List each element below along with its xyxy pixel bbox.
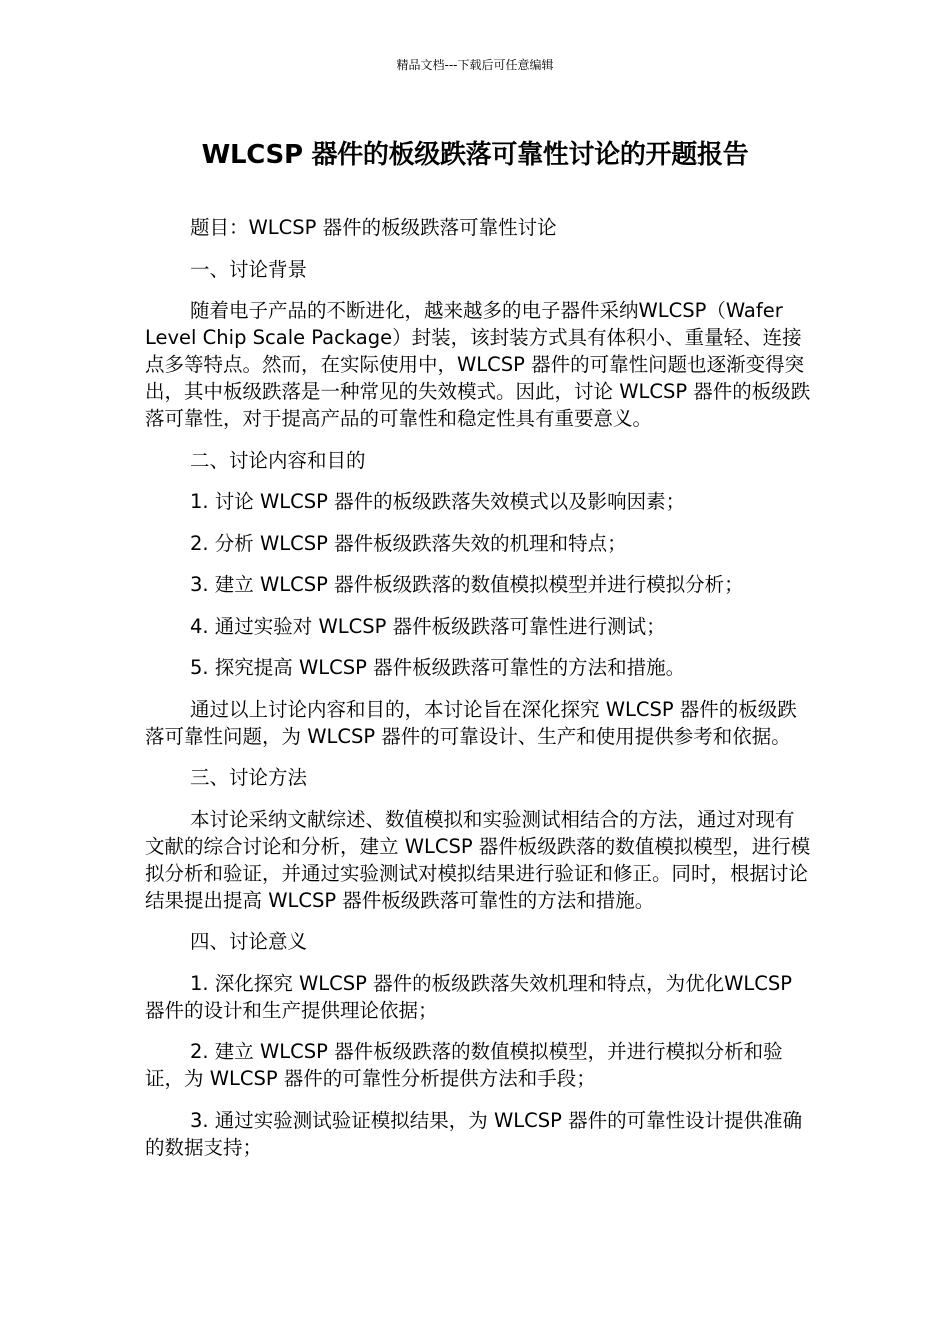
significance-item-1: 1. 深化探究 WLCSP 器件的板级跌落失效机理和特点，为优化WLCSP 器件的设计和生产提供理论依据； [145, 971, 792, 1022]
content-summary-paragraph: 通过以上讨论内容和目的，本讨论旨在深化探究 WLCSP 器件的板级跌落可靠性问题，为 WLCSP 器件的可靠设计、生产和使用提供参考和依据。 [145, 697, 797, 748]
significance-item-3: 3. 通过实验测试验证模拟结果，为 WLCSP 器件的可靠性设计提供准确的数据支持； [145, 1108, 803, 1159]
method-paragraph: 本讨论采纳文献综述、数值模拟和实验测试相结合的方法，通过对现有文献的综合讨论和分析，建立 WLCSP 器件板级跌落的数值模拟模型，进行模拟分析和验证，并通过实验测试对模拟结果进行验证和修正。同时，根据讨论结果提出提高 WLCSP 器件板级跌落可靠性的方法和措施。 [145, 807, 811, 912]
page-header: 精品文档---下载后可任意编辑 [396, 58, 554, 72]
content-item-3: 3. 建立 WLCSP 器件板级跌落的数值模拟模型并进行模拟分析； [190, 573, 744, 596]
section-heading-significance: 四、讨论意义 [190, 930, 308, 953]
section-heading-background: 一、讨论背景 [190, 257, 308, 281]
content-item-4: 4. 通过实验对 WLCSP 器件板级跌落可靠性进行测试； [190, 614, 666, 638]
content-item-2: 2. 分析 WLCSP 器件板级跌落失效的机理和特点； [190, 531, 627, 555]
significance-item-2: 2. 建立 WLCSP 器件板级跌落的数值模拟模型，并进行模拟分析和验证，为 WLCSP 器件的可靠性分析提供方法和手段； [145, 1040, 783, 1090]
background-paragraph: 随着电子产品的不断进化，越来越多的电子器件采纳WLCSP（Wafer Level Chip Scale Package）封装，该封装方式具有体积小、重量轻、连接点多等特点。然而，在实际使用中，WLCSP 器件的可靠性问题也逐渐变得突出，其中板级跌落是一种常见的失效模式。因此，讨论 WLCSP 器件的板级跌落可靠性，对于提高产品的可靠性和稳定性具有重要意义。 [145, 299, 811, 430]
document-body [145, 214, 813, 1175]
content-item-5: 5. 探究提高 WLCSP 器件板级跌落可靠性的方法和措施。 [190, 656, 686, 679]
section-heading-method: 三、讨论方法 [190, 766, 308, 789]
document-title: WLCSP 器件的板级跌落可靠性讨论的开题报告 [201, 140, 749, 170]
content-item-1: 1. 讨论 WLCSP 器件的板级跌落失效模式以及影响因素； [190, 490, 686, 513]
section-heading-content: 二、讨论内容和目的 [190, 448, 366, 472]
topic-line: 题目：WLCSP 器件的板级跌落可靠性讨论 [190, 216, 557, 239]
